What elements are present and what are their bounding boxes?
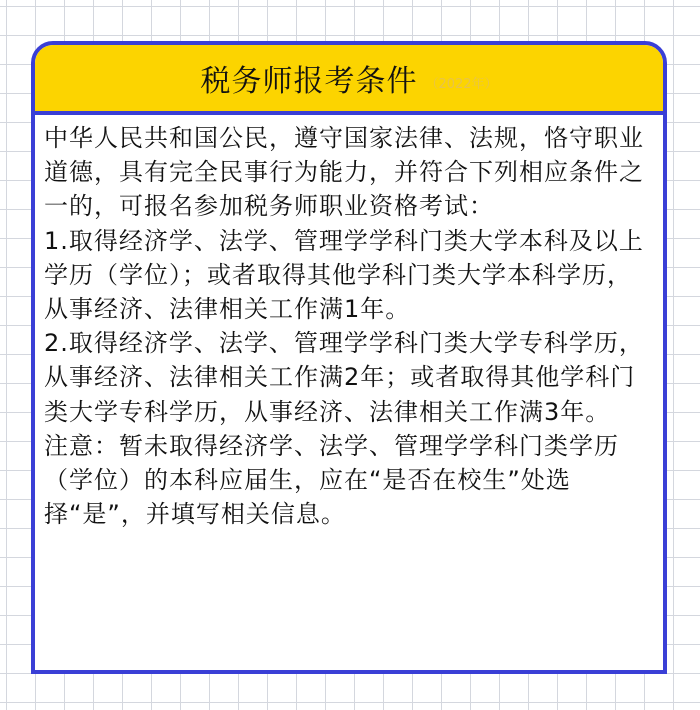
card-year: （2022年）	[425, 76, 498, 92]
intro-paragraph: 中华人民共和国公民，遵守国家法律、法规，恪守职业道德，具有完全民事行为能力，并符合下列相应条件之一的，可报名参加税务师职业资格考试：	[44, 124, 644, 221]
condition-1-paragraph: 1.取得经济学、法学、管理学学科门类大学本科及以上学历（学位）；或者取得其他学科门类大学本科学历，从事经济、法律相关工作满1年。	[44, 226, 644, 324]
note-paragraph: 注意：暂未取得经济学、法学、管理学学科门类学历（学位）的本科应届生，应在“是否在校生”处选择“是”，并填写相关信息。	[44, 431, 619, 529]
info-card	[31, 41, 667, 674]
condition-2-paragraph: 2.取得经济学、法学、管理学学科门类大学专科学历，从事经济、法律相关工作满2年；或者取得其他学科门类大学专科学历，从事经济、法律相关工作满3年。	[44, 329, 644, 426]
card-header	[35, 45, 663, 115]
card-content	[35, 115, 663, 531]
card-title: 税务师报考条件	[200, 64, 418, 99]
